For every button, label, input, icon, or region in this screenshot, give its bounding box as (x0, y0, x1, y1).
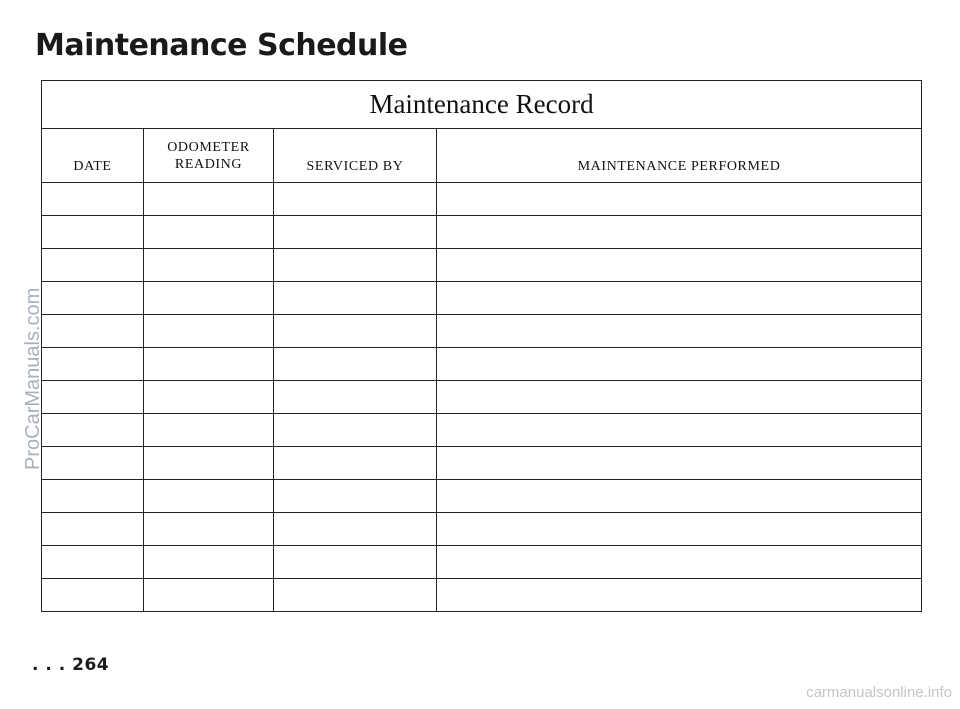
cell-maintenance-performed (437, 513, 922, 546)
cell-odometer (144, 381, 274, 414)
cell-maintenance-performed (437, 348, 922, 381)
column-header-date: DATE (42, 129, 144, 183)
cell-date (42, 282, 144, 315)
cell-serviced-by (274, 381, 437, 414)
cell-maintenance-performed (437, 183, 922, 216)
cell-date (42, 579, 144, 612)
cell-serviced-by (274, 348, 437, 381)
cell-serviced-by (274, 447, 437, 480)
table-row (42, 183, 922, 216)
cell-serviced-by (274, 579, 437, 612)
page-title: Maintenance Schedule (35, 28, 408, 63)
cell-odometer (144, 447, 274, 480)
cell-maintenance-performed (437, 579, 922, 612)
cell-date (42, 183, 144, 216)
cell-serviced-by (274, 216, 437, 249)
cell-maintenance-performed (437, 282, 922, 315)
cell-odometer (144, 282, 274, 315)
cell-serviced-by (274, 315, 437, 348)
cell-maintenance-performed (437, 315, 922, 348)
cell-maintenance-performed (437, 414, 922, 447)
bottom-watermark: carmanualsonline.info (806, 684, 952, 701)
table-row (42, 480, 922, 513)
table-row (42, 579, 922, 612)
cell-serviced-by (274, 546, 437, 579)
cell-maintenance-performed (437, 381, 922, 414)
cell-maintenance-performed (437, 447, 922, 480)
cell-date (42, 513, 144, 546)
cell-date (42, 216, 144, 249)
side-watermark: ProCarManuals.com (22, 287, 44, 470)
table-row (42, 381, 922, 414)
cell-odometer (144, 414, 274, 447)
table-row (42, 414, 922, 447)
cell-odometer (144, 513, 274, 546)
cell-date (42, 315, 144, 348)
table-row (42, 348, 922, 381)
odometer-label-line2: READING (174, 156, 243, 172)
maintenance-record-table (41, 80, 922, 612)
cell-odometer (144, 348, 274, 381)
column-header-maintenance-performed: MAINTENANCE PERFORMED (437, 129, 922, 183)
cell-serviced-by (274, 513, 437, 546)
cell-serviced-by (274, 480, 437, 513)
cell-odometer (144, 315, 274, 348)
column-header-odometer (144, 129, 274, 183)
cell-odometer (144, 249, 274, 282)
cell-serviced-by (274, 282, 437, 315)
table-row (42, 216, 922, 249)
cell-date (42, 414, 144, 447)
cell-date (42, 546, 144, 579)
table-row (42, 282, 922, 315)
cell-maintenance-performed (437, 480, 922, 513)
cell-date (42, 381, 144, 414)
cell-date (42, 480, 144, 513)
cell-maintenance-performed (437, 249, 922, 282)
cell-serviced-by (274, 249, 437, 282)
cell-date (42, 348, 144, 381)
cell-date (42, 249, 144, 282)
cell-odometer (144, 480, 274, 513)
table-row (42, 513, 922, 546)
odometer-label-line1: ODOMETER (167, 139, 250, 155)
cell-maintenance-performed (437, 216, 922, 249)
table-row (42, 546, 922, 579)
record-title: Maintenance Record (42, 81, 922, 129)
cell-serviced-by (274, 414, 437, 447)
record-rows (42, 183, 922, 612)
cell-serviced-by (274, 183, 437, 216)
table-row (42, 315, 922, 348)
cell-maintenance-performed (437, 546, 922, 579)
table-row (42, 249, 922, 282)
cell-odometer (144, 546, 274, 579)
cell-odometer (144, 216, 274, 249)
column-header-serviced-by: SERVICED BY (274, 129, 437, 183)
cell-date (42, 447, 144, 480)
table-row (42, 447, 922, 480)
cell-odometer (144, 579, 274, 612)
page-number: . . . 264 (32, 655, 110, 675)
cell-odometer (144, 183, 274, 216)
